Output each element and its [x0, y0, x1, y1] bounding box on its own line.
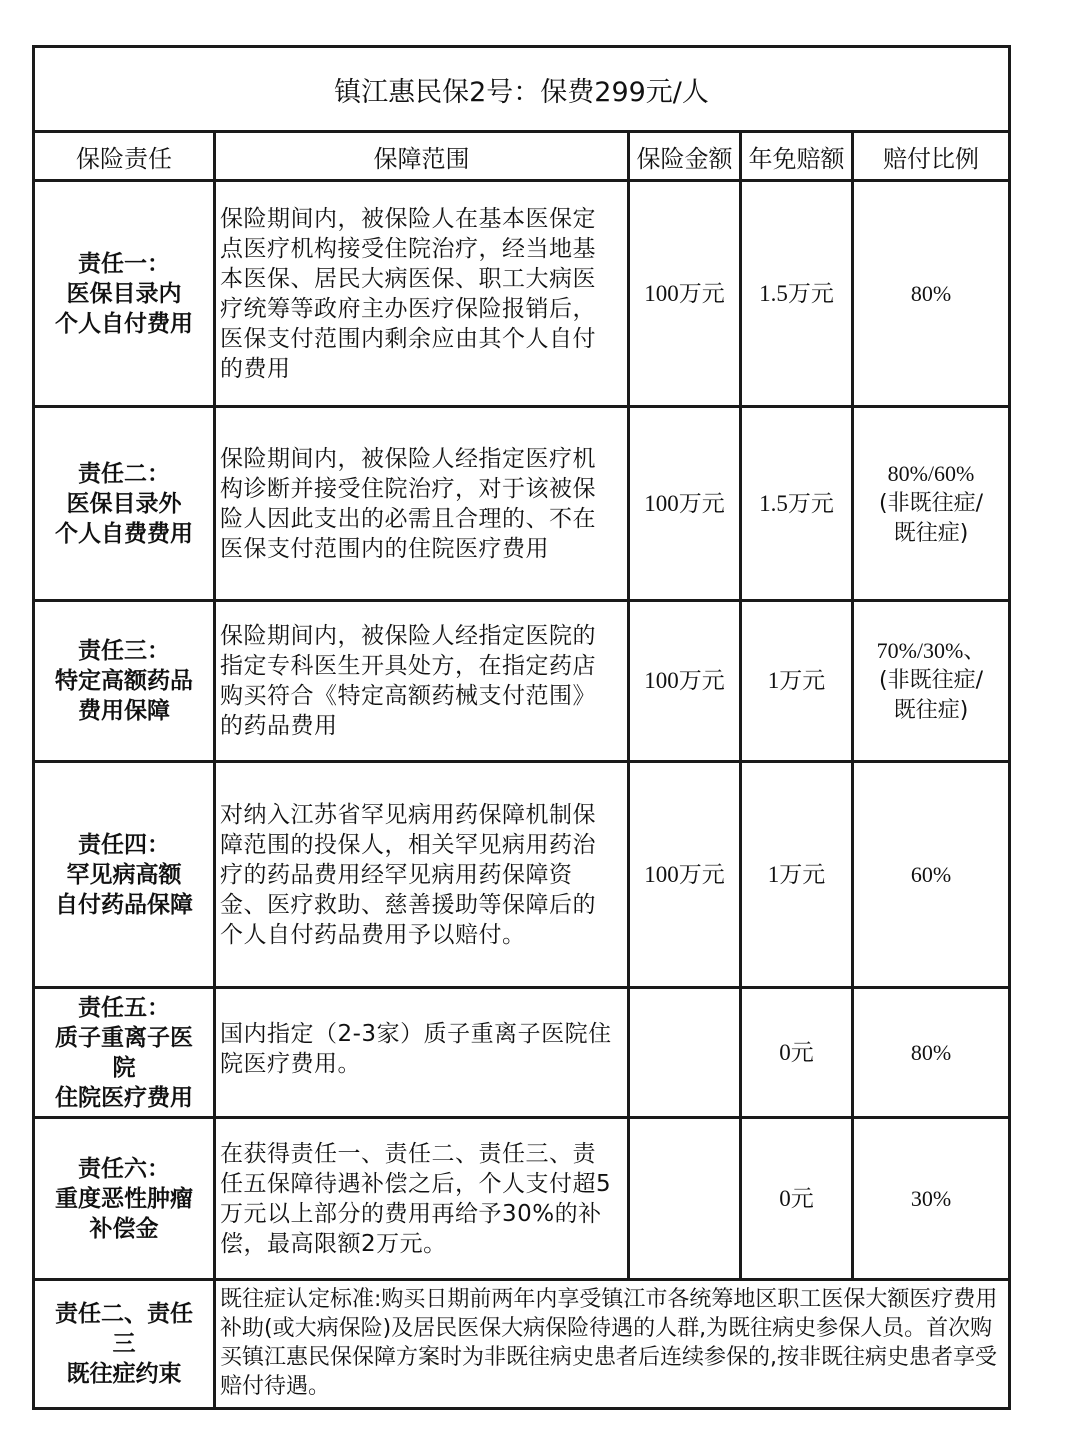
ratio-cell [853, 601, 1010, 762]
header-scope: 保障范围 [215, 132, 629, 181]
table-row [34, 988, 1010, 1118]
amount-cell [629, 1118, 741, 1280]
ratio-note: 既往症) [893, 698, 969, 723]
scope-cell: 保险期间内，被保险人经指定医疗机构诊断并接受住院治疗，对于该被保险人因此支出的必需且合理的、不在医保支付范围内的住院医疗费用 [215, 407, 629, 601]
ratio-value: 80% [910, 1039, 952, 1065]
table-row [34, 181, 1010, 407]
ratio-note: 既往症) [893, 520, 969, 546]
scope-cell: 国内指定（2-3家）质子重离子医院住院医疗费用。 [215, 988, 629, 1118]
responsibility-cell [34, 988, 215, 1118]
responsibility-label: 责任二： [78, 460, 170, 487]
responsibility-cell [34, 762, 215, 988]
amount-cell: 100万元 [629, 407, 741, 601]
amount-cell: 100万元 [629, 181, 741, 407]
responsibility-label: 院 [112, 1054, 136, 1081]
responsibility-label: 自付药品保障 [55, 891, 193, 918]
ratio-note: (非既往症/ [879, 668, 983, 693]
ratio-value: 80%/60% [887, 460, 975, 486]
insurance-table-sheet [32, 45, 1008, 1405]
responsibility-cell [34, 181, 215, 407]
table-row [34, 407, 1010, 601]
table-row [34, 601, 1010, 762]
ratio-value: 30% [910, 1185, 952, 1211]
responsibility-label: 住院医疗费用 [55, 1084, 193, 1111]
header-responsibility: 保险责任 [34, 132, 215, 181]
ratio-value: 70%/30%、 [876, 638, 986, 663]
header-row [34, 132, 1010, 181]
deductible-cell: 0元 [741, 1118, 853, 1280]
table-title: 镇江惠民保2号：保费299元/人 [34, 47, 1010, 132]
ratio-note: (非既往症/ [879, 490, 983, 516]
table-row [34, 1118, 1010, 1280]
header-amount: 保险金额 [629, 132, 741, 181]
responsibility-cell [34, 601, 215, 762]
responsibility-label: 个人自付费用 [55, 310, 193, 337]
note-text: 既往症认定标准:购买日期前两年内享受镇江市各统筹地区职工医保大额医疗费用补助(或大病保险)及居民医保大病保险待遇的人群,为既往病史参保人员。首次购买镇江惠民保保障方案时为非既往病史患者后连续参保的,按非既往病史患者享受赔付待遇。 [215, 1280, 1010, 1409]
responsibility-cell [34, 407, 215, 601]
scope-cell: 对纳入江苏省罕见病用药保障机制保障范围的投保人，相关罕见病用药治疗的药品费用经罕见病用药保障资金、医疗救助、慈善援助等保障后的个人自付药品费用予以赔付。 [215, 762, 629, 988]
scope-cell: 保险期间内，被保险人在基本医保定点医疗机构接受住院治疗，经当地基本医保、居民大病医保、职工大病医疗统筹等政府主办医疗保险报销后，医保支付范围内剩余应由其个人自付的费用 [215, 181, 629, 407]
deductible-cell: 1.5万元 [741, 181, 853, 407]
responsibility-label: 罕见病高额 [66, 861, 182, 888]
deductible-cell: 1万元 [741, 762, 853, 988]
note-label: 三 [112, 1331, 136, 1357]
ratio-cell [853, 1118, 1010, 1280]
responsibility-label: 责任五： [78, 994, 170, 1021]
ratio-cell [853, 181, 1010, 407]
note-row [34, 1280, 1010, 1409]
title-row [34, 47, 1010, 132]
deductible-cell: 1万元 [741, 601, 853, 762]
responsibility-label: 个人自费费用 [55, 520, 193, 547]
ratio-value: 60% [910, 861, 952, 887]
insurance-table [32, 45, 1011, 1410]
responsibility-label: 特定高额药品 [55, 668, 193, 694]
responsibility-label: 责任一： [78, 250, 170, 277]
responsibility-label: 医保目录外 [66, 490, 182, 517]
responsibility-cell [34, 1118, 215, 1280]
amount-cell: 100万元 [629, 601, 741, 762]
scope-cell: 保险期间内，被保险人经指定医院的指定专科医生开具处方，在指定药店购买符合《特定高额药械支付范围》的药品费用 [215, 601, 629, 762]
responsibility-label: 责任四： [78, 831, 170, 858]
responsibility-label: 重度恶性肿瘤 [55, 1185, 193, 1212]
responsibility-label: 质子重离子医 [55, 1024, 193, 1051]
deductible-cell: 0元 [741, 988, 853, 1118]
header-ratio: 赔付比例 [853, 132, 1010, 181]
deductible-cell: 1.5万元 [741, 407, 853, 601]
note-label: 既往症约束 [66, 1361, 182, 1387]
responsibility-label: 补偿金 [89, 1215, 159, 1242]
responsibility-label: 医保目录内 [66, 280, 182, 307]
scope-cell: 在获得责任一、责任二、责任三、责任五保障待遇补偿之后，个人支付超5万元以上部分的费用再给予30%的补偿，最高限额2万元。 [215, 1118, 629, 1280]
table-row [34, 762, 1010, 988]
ratio-cell [853, 762, 1010, 988]
ratio-value: 80% [910, 280, 952, 306]
ratio-cell [853, 988, 1010, 1118]
amount-cell: 100万元 [629, 762, 741, 988]
responsibility-label: 责任六： [78, 1155, 170, 1182]
note-label: 责任二、责任 [55, 1301, 193, 1327]
ratio-cell [853, 407, 1010, 601]
note-label-cell [34, 1280, 215, 1409]
amount-cell [629, 988, 741, 1118]
responsibility-label: 责任三： [78, 638, 170, 664]
header-deductible: 年免赔额 [741, 132, 853, 181]
responsibility-label: 费用保障 [78, 698, 170, 724]
